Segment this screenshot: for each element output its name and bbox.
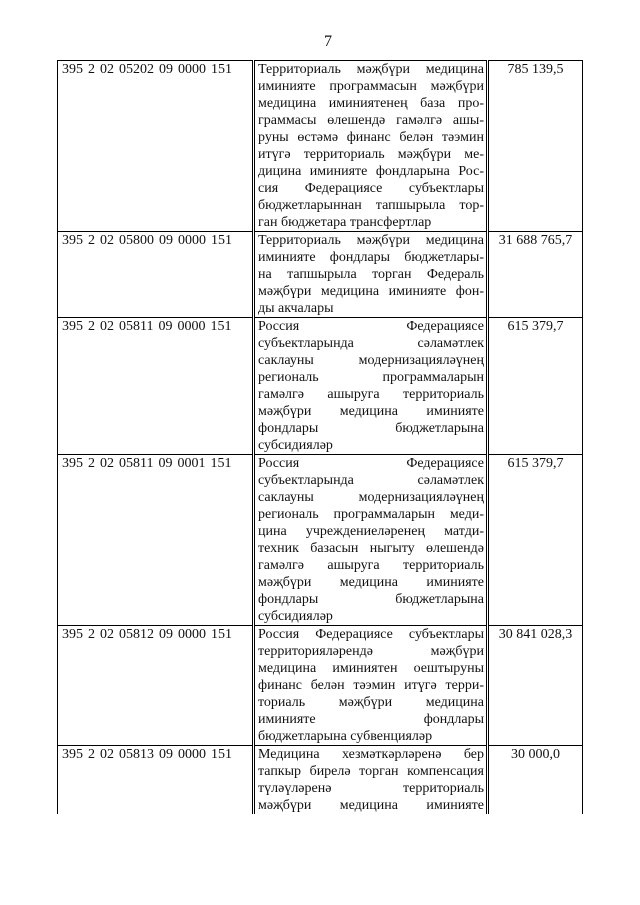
description-line: иминияте фондлары [258, 712, 484, 727]
description-line: мәҗбүри медицина иминияте [258, 575, 484, 590]
description-line: региональ программаларын [258, 370, 484, 385]
budget-code-cell: 395 2 02 05811 09 0001 151 [58, 455, 254, 626]
amount-cell: 615 379,7 [488, 455, 583, 626]
table-row [58, 318, 583, 455]
description-line: Территориаль мәҗбүри медицина [258, 233, 484, 248]
description-line: фондлары бюджетларына [258, 421, 484, 436]
table-row [58, 232, 583, 318]
description-line: финанс белән тәэмин итүгә терри- [258, 678, 484, 693]
description-line: на тапшырыла торган Федераль [258, 267, 484, 282]
budget-code-cell: 395 2 02 05812 09 0000 151 [58, 626, 254, 746]
budget-code-cell: 395 2 02 05202 09 0000 151 [58, 61, 254, 232]
description-line: Россия Федерациясе [258, 456, 484, 471]
budget-code-cell: 395 2 02 05813 09 0000 151 [58, 746, 254, 815]
table-row [58, 746, 583, 815]
description-line: бюджетларына субвенцияләр [258, 729, 433, 744]
description-line: итүгә территориаль мәҗбүри ме- [258, 147, 484, 162]
description-line: бюджетларыннан тапшырыла тор- [258, 198, 484, 213]
description-cell [254, 232, 488, 318]
description-line: Россия Федерациясе [258, 319, 484, 334]
amount-cell: 785 139,5 [488, 61, 583, 232]
description-line: медицина иминиятенең база про- [258, 96, 484, 111]
amount-cell: 615 379,7 [488, 318, 583, 455]
description-line: граммасы өлешендә гамәлгә ашы- [258, 113, 484, 128]
budget-code-cell: 395 2 02 05800 09 0000 151 [58, 232, 254, 318]
description-line: саклауны модернизацияләүнең [258, 353, 484, 368]
description-line: региональ программаларын меди- [258, 507, 484, 522]
description-line: Медицина хезмәткәрләренә бер [258, 747, 484, 762]
description-line: субъектларында сәламәтлек [258, 473, 484, 488]
description-line: субсидияләр [258, 609, 333, 624]
description-line: сия Федерациясе субъектлары [258, 181, 484, 196]
description-cell [254, 318, 488, 455]
description-cell [254, 626, 488, 746]
table-row [58, 61, 583, 232]
description-cell [254, 455, 488, 626]
table-row [58, 626, 583, 746]
description-line: түләүләренә территориаль [258, 781, 484, 796]
description-line: фондлары бюджетларына [258, 592, 484, 607]
description-cell [254, 61, 488, 232]
description-line: мәҗбүри медицина иминияте [258, 404, 484, 419]
table-row [58, 455, 583, 626]
description-line: гамәлгә ашыруга территориаль [258, 387, 484, 402]
description-line: иминияте фондлары бюджетлары- [258, 250, 484, 265]
description-line: ды акчалары [258, 301, 334, 316]
description-line: тапкыр бирелә торган компенсация [258, 764, 484, 779]
amount-cell: 30 841 028,3 [488, 626, 583, 746]
budget-code-cell: 395 2 02 05811 09 0000 151 [58, 318, 254, 455]
description-line: руны өстәмә финанс белән тәэмин [258, 130, 484, 145]
description-line: гамәлгә ашыруга территориаль [258, 558, 484, 573]
description-line: цина учреждениеләренең матди- [258, 524, 484, 539]
description-line: техник базасын ныгыту өлешендә [258, 541, 484, 556]
description-line: территорияләрендә мәҗбүри [258, 644, 484, 659]
description-line: мәҗбүри медицина иминияте фон- [258, 284, 484, 299]
description-line: субсидияләр [258, 438, 333, 453]
description-line: ториаль мәҗбүри медицина [258, 695, 484, 710]
description-line: дицина иминияте фондларына Рос- [258, 164, 484, 179]
description-line: иминияте программасын мәҗбүри [258, 79, 484, 94]
budget-table [57, 60, 583, 814]
page-number: 7 [324, 33, 332, 50]
description-line: Территориаль мәҗбүри медицина [258, 62, 484, 77]
description-line: ган бюджетара трансфертлар [258, 215, 432, 230]
description-line: субъектларында сәламәтлек [258, 336, 484, 351]
description-line: Россия Федерациясе субъектлары [258, 627, 484, 642]
description-line: медицина иминиятен оештыруны [258, 661, 484, 676]
description-cell [254, 746, 488, 815]
amount-cell: 30 000,0 [488, 746, 583, 815]
description-line: мәҗбүри медицина иминияте [258, 798, 484, 813]
description-line: саклауны модернизацияләүнең [258, 490, 484, 505]
amount-cell: 31 688 765,7 [488, 232, 583, 318]
